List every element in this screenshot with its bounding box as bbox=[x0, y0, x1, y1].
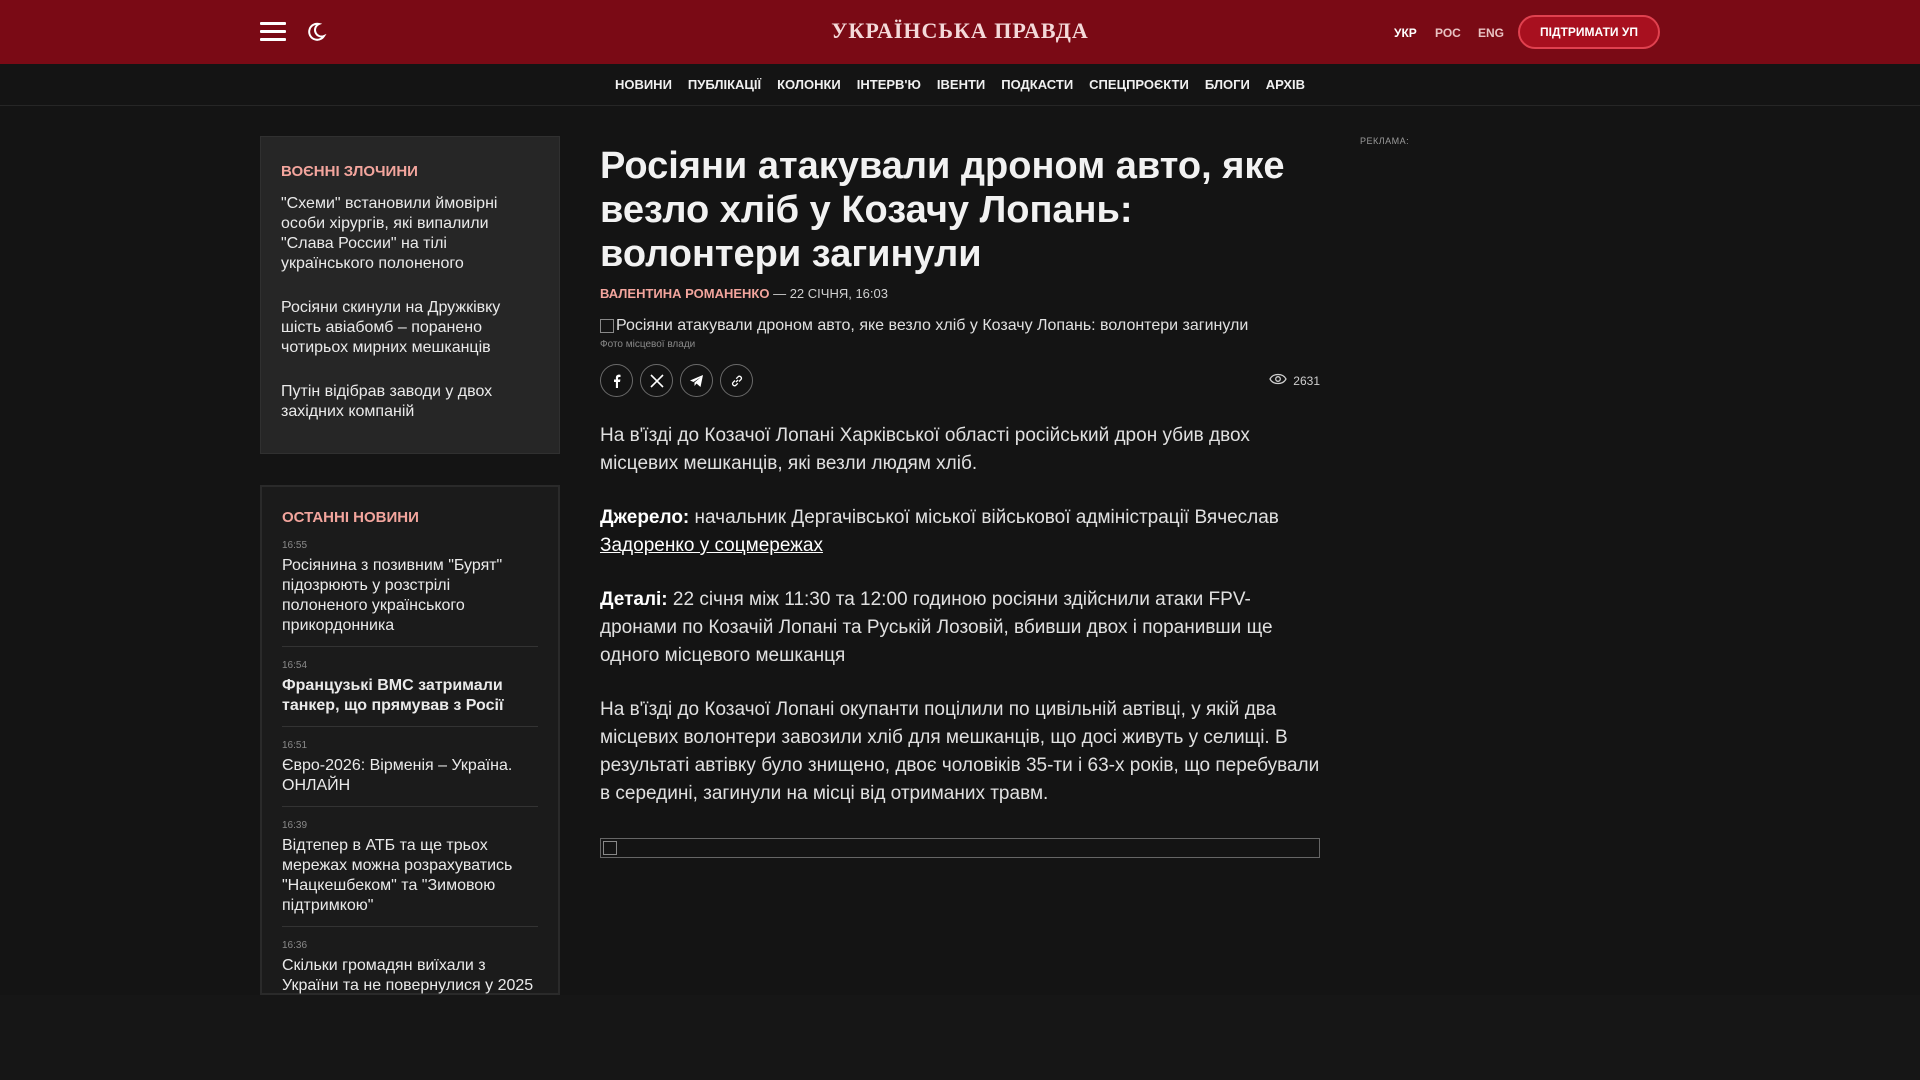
source-text: начальник Дергачівської міської військової адміністрації Вячеслав bbox=[694, 507, 1279, 528]
article-image-placeholder bbox=[600, 838, 1320, 858]
news-title[interactable]: Росіянина з позивним "Бурят" підозрюють у розстрілі полоненого українського прикордонника bbox=[282, 557, 503, 634]
views-counter bbox=[1269, 373, 1320, 388]
moon-icon[interactable] bbox=[305, 21, 327, 43]
nav-events[interactable]: ІВЕНТИ bbox=[936, 77, 986, 92]
news-item[interactable] bbox=[282, 660, 538, 727]
lang-eng[interactable]: ENG bbox=[1478, 26, 1505, 40]
war-crimes-item[interactable]: "Схеми" встановили ймовірні особи хірургів, які випалили "Слава России" на тілі українського полоненого bbox=[281, 195, 498, 272]
news-title[interactable]: Євро-2026: Вірменія – Україна. ОНЛАЙН bbox=[282, 757, 513, 794]
photo-alt-text: Росіяни атакували дроном авто, яке везло хліб у Козачу Лопань: волонтери загинули bbox=[616, 317, 1249, 334]
article-photo bbox=[600, 317, 1320, 335]
article bbox=[600, 144, 1320, 858]
views-count: 2631 bbox=[1293, 373, 1320, 388]
nav-interview[interactable]: ІНТЕРВ'Ю bbox=[856, 77, 921, 92]
news-title[interactable]: Скільки громадян виїхали з України та не повернулися у 2025 bbox=[282, 957, 534, 994]
link-icon[interactable] bbox=[720, 364, 753, 397]
news-time: 16:55 bbox=[282, 540, 308, 551]
nav-news[interactable]: НОВИНИ bbox=[614, 77, 672, 92]
top-header bbox=[0, 0, 1920, 64]
page-bottom bbox=[0, 995, 1920, 1080]
war-crimes-item[interactable]: Путін відібрав заводи у двох західних компаній bbox=[281, 383, 493, 420]
telegram-icon[interactable] bbox=[680, 364, 713, 397]
source-label: Джерело: bbox=[600, 507, 690, 528]
nav-blogs[interactable]: БЛОГИ bbox=[1204, 77, 1250, 92]
facebook-icon[interactable] bbox=[600, 364, 633, 397]
hamburger-menu-icon[interactable] bbox=[260, 22, 286, 42]
news-time: 16:39 bbox=[282, 820, 308, 831]
lang-ukr[interactable]: УКР bbox=[1394, 26, 1417, 40]
broken-image-icon bbox=[603, 841, 617, 855]
nav-publications[interactable]: ПУБЛІКАЦІЇ bbox=[687, 77, 762, 92]
source-link[interactable]: Задоренко у соцмережах bbox=[600, 535, 823, 556]
news-item[interactable] bbox=[282, 740, 538, 807]
nav-columns[interactable]: КОЛОНКИ bbox=[777, 77, 841, 92]
broken-image-icon bbox=[600, 319, 614, 333]
publish-date: — 22 СІЧНЯ, 16:03 bbox=[773, 286, 888, 301]
details-label: Деталі: bbox=[600, 589, 668, 610]
lang-ros[interactable]: РОС bbox=[1435, 26, 1461, 40]
photo-caption: Фото місцевої влади bbox=[600, 339, 696, 350]
main-nav bbox=[0, 64, 1920, 106]
news-title[interactable]: Відтепер в АТБ та ще трьох мережах можна розрахуватись "Нацкешбеком" та "Зимовою підтримкою" bbox=[282, 837, 513, 914]
share-bar bbox=[600, 364, 1320, 398]
war-crimes-item[interactable]: Росіяни скинули на Дружківку шість авіабомб – поранено чотирьох мирних мешканців bbox=[281, 299, 501, 356]
article-lead: На в'їзді до Козачої Лопані Харківської області російський дрон убив двох місцевих мешканців, які везли людям хліб. bbox=[600, 425, 1250, 474]
article-headline: Росіяни атакували дроном авто, яке везло хліб у Козачу Лопань: волонтери загинули bbox=[600, 145, 1285, 275]
war-crimes-title[interactable]: ВОЄННІ ЗЛОЧИНИ bbox=[281, 163, 418, 180]
article-details bbox=[600, 586, 1320, 670]
latest-news-block bbox=[260, 485, 560, 995]
nav-special-projects[interactable]: СПЕЦПРОЄКТИ bbox=[1089, 77, 1189, 92]
news-item[interactable] bbox=[282, 820, 538, 927]
war-crimes-block bbox=[260, 136, 560, 454]
support-button[interactable]: ПІДТРИМАТИ УП bbox=[1518, 15, 1660, 49]
news-item[interactable] bbox=[282, 540, 538, 647]
article-source bbox=[600, 504, 1320, 560]
author-link[interactable]: ВАЛЕНТИНА РОМАНЕНКО bbox=[600, 286, 770, 301]
nav-archive[interactable]: АРХІВ bbox=[1265, 77, 1306, 92]
x-icon[interactable] bbox=[640, 364, 673, 397]
news-title[interactable]: Французькі ВМС затримали танкер, що прямував з Росії bbox=[282, 677, 504, 714]
byline bbox=[600, 286, 1320, 301]
news-time: 16:36 bbox=[282, 940, 308, 951]
news-time: 16:51 bbox=[282, 740, 308, 751]
eye-icon bbox=[1269, 373, 1287, 388]
news-time: 16:54 bbox=[282, 660, 308, 671]
ad-label: РЕКЛАМА: bbox=[1360, 136, 1410, 146]
nav-podcasts[interactable]: ПОДКАСТИ bbox=[1001, 77, 1074, 92]
latest-news-title[interactable]: ОСТАННІ НОВИНИ bbox=[282, 509, 419, 526]
details-text: 22 січня між 11:30 та 12:00 годиною росіяни здійснили атаки FPV-дронами по Козачій Лопані та Руській Лозовій, вбивши двох і поранивши ще одного місцевого мешканця bbox=[600, 589, 1273, 666]
article-paragraph: На в'їзді до Козачої Лопані окупанти поцілили по цивільній автівці, у якій два місцевих волонтери завозили хліб для мешканців, що досі живуть у селищі. В результаті автівку було знищено, двоє чоловіків 35-ти і 63-х років, що перебували в середині, загинули на місці від отриманих травм. bbox=[600, 699, 1320, 804]
site-logo[interactable]: УКРАЇНСЬКА ПРАВДА bbox=[831, 18, 1089, 43]
